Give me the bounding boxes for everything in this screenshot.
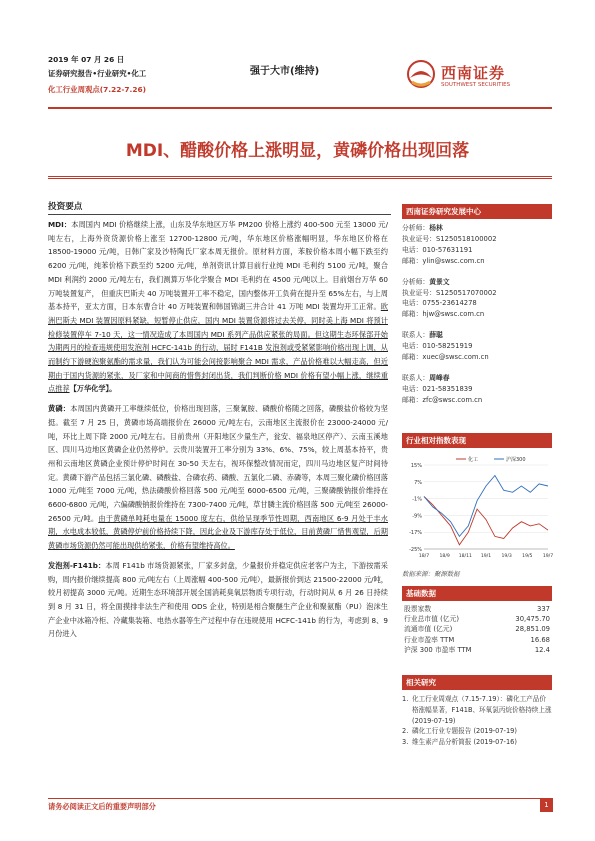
analyst-cert: 执业证号：S1250517070002 <box>402 288 497 297</box>
x-tick-label: 19/7 <box>542 554 554 559</box>
contact-mail[interactable]: 邮箱：xuec@swsc.com.cn <box>402 353 489 362</box>
phos-text: 本周国内黄磷开工率继续低位，价格出现回落，三聚氰胺、磷酸价格随之回落，磷酸盐价格较为坚挺。截至 7 月 25 日，黄磷市场高端报价在 26000 元/吨左右，云南地区主流报价在 23000-24000 元/吨，环比上周下降 2000 元/吨左右。目前贵州（开阳地区少量生产，瓮安、福泉地区停产）、云南玉溪地区、四川马边地区黄磷企业仍然停炉。云贵川装置开工率分别为 33%、6%、75%，较上周基本持平，贵州和云南地区黄磷企业预计停炉时间在 30-50 天左右，视环保整改情况而定，四川马边地区复产时间待定。黄磷下游产品包括三氯化磷、磷酸盐、合磷农药、磷酸、五氯化二磷、赤磷等，本周三聚化磷价格回落 1000 元/吨至 7000 元/吨，热法磷酸价格回落 500 元/吨至 6000-6500 元/吨，三聚磷酸钠报价维持在 6600-6800 元/吨，六偏磷酸钠报价维持在 7300-7400 元/吨，草甘膦主流价格回落 500 元/吨至 26000-26500 元/吨。 <box>48 404 388 523</box>
title-divider <box>48 176 552 177</box>
research-center-header: 西南证券研究发展中心 <box>402 204 552 219</box>
report-type: 证券研究报告•行业研究•化工 <box>48 69 147 78</box>
mdi-recommend: 【万华化学】。 <box>69 384 117 394</box>
index-chart <box>402 453 552 575</box>
x-tick-label: 19/5 <box>522 554 533 559</box>
research-item[interactable]: 1. 化工行业周观点（7.15-7.19）：磷化工产品价格涨幅显著，F141B、环氧氯丙烷价格持续上涨 (2019-07-19) <box>402 695 552 725</box>
legend-label: 化工 <box>468 457 479 463</box>
series-line-1 <box>424 476 548 537</box>
analyst-name: 杨林 <box>429 224 443 232</box>
analyst-name: 黄景文 <box>429 277 450 286</box>
phos-paragraph <box>48 402 388 553</box>
section-heading: 投资要点 <box>48 202 83 212</box>
rating: 强于大市(维持) <box>250 66 320 77</box>
table-row: 流通市值 (亿元) 28,851.09 <box>404 625 550 634</box>
phos-lead: 黄磷： <box>48 404 71 414</box>
research-header: 相关研究 <box>402 675 552 690</box>
x-tick-label: 18/7 <box>418 554 430 559</box>
data-panel <box>402 586 552 655</box>
table-row: 股票家数 337 <box>404 605 550 613</box>
mdi-paragraph <box>48 218 388 396</box>
x-tick-label: 18/9 <box>439 554 450 559</box>
report-date: 2019 年 07 月 26 日 <box>48 55 125 64</box>
contact-tel: 电话：021-58351839 <box>402 384 473 393</box>
research-panel <box>402 675 552 748</box>
y-tick-label: -1% <box>412 496 422 503</box>
f141b-lead: 发泡剂-F141b： <box>48 560 106 570</box>
analyst-cert: 执业证号：S1250518100002 <box>402 234 497 243</box>
series-line-0 <box>424 497 548 545</box>
analyst-1: 分析师：杨林 执业证号：S1250518100002 电话：010-57631191 邮箱：ylin@swsc.com.cn <box>402 223 552 267</box>
mdi-text: 本周国内 MDI 价格继续上涨，山东及华东地区万华 PM200 价格上涨约 400-500 元至 13000 元/吨左右，上海外资货源价格上涨至 12700-12800 元/吨，华东地区价格涨幅明显，华东地区价格在 18500-19000 元/吨，日韩广家及沙特陶氏厂家本周无报价。原材料方面，苯胺价格本周小幅下跌至约 6200 元/吨，纯苯价格下跌至约 5200 元/吨，单剂资讯计算目前行业纯 MDI 毛利约 5100 元/吨，聚合 MDI 利润约 2000 元/吨左右，我们测算万华化学聚合 MDI 毛利约在 4500 元/吨以上。目前烟台万华 60 万吨装置复产， 但重庆巴斯夫 40 万吨装置开工率不稳定，国内整体开工负荷在提升至 65%左右，与上周基本持平，亚太方面，日本东曹合计 40 万吨装置和韩国锦湖三井合计 41 万吨 MDI 装置均开工正常。 <box>48 220 388 312</box>
basic-data-table <box>402 604 552 655</box>
analyst-panel <box>402 204 552 406</box>
contact-1: 联系人：薛聪 电话：010-58251919 邮箱：xuec@swsc.com.cn <box>402 330 552 363</box>
weekly-title: 化工行业周观点(7.22-7.26) <box>48 85 147 94</box>
y-tick-label: -17% <box>409 530 422 537</box>
page-number: 1 <box>540 798 553 812</box>
contact-2: 联系人：周峰春 电话：021-58351839 邮箱：zfc@swsc.com.cn <box>402 373 552 406</box>
contact-mail[interactable]: 邮箱：zfc@swsc.com.cn <box>402 395 483 404</box>
x-tick-label: 19/1 <box>480 554 492 559</box>
title-divider-2 <box>48 178 552 179</box>
f141b-paragraph <box>48 559 388 641</box>
analyst-tel: 电话：010-57631191 <box>402 245 473 254</box>
chart-panel <box>402 433 552 448</box>
section-divider <box>48 214 391 215</box>
chart-header: 行业相对指数表现 <box>402 433 552 448</box>
analyst-mail[interactable]: 邮箱：hjw@swsc.com.cn <box>402 310 485 319</box>
table-row: 沪深 300 市盈率 TTM 12.4 <box>404 645 550 654</box>
y-tick-label: -25% <box>409 547 422 553</box>
main-body <box>48 218 388 647</box>
mdi-underlined: 欧洲巴斯夫 MDI 装置因原料紧缺，短暂停止供应，国内 MDI 装置货源将过去关停，同时美上海 MDI 将预计检修装置停车 7-10 天，这一情况造成了本周国内 MDI 系列产品供应紧张的局面。但这期生态环保部开始为期两月的检查违规使用发泡剂 HCFC-141b 的行动，届时 F141B 发泡剂或受紧紧影响价格出现上调，从而制约下游硬泡聚氨酯的需求量，我们认为可能会间接影响聚合 MDI 需求，产品价格难以大幅走高，但近期由于国内货源的紧张，及厂家和中间商的惜售封闭出货，我们判断价格 MDI 价格有望小幅上涨，继续重点推荐 <box>48 302 388 394</box>
disclaimer-link[interactable]: 请务必阅读正文后的重要声明部分 <box>48 802 156 811</box>
x-tick-label: 19/3 <box>501 554 512 559</box>
footer-divider <box>48 798 552 799</box>
header-divider <box>48 107 552 109</box>
company-logo <box>405 58 555 98</box>
logo-en: SOUTHWEST SECURITIES <box>441 82 511 88</box>
research-item[interactable]: 2. 磷化工行业专题报告 (2019-07-19) <box>402 727 517 736</box>
chart-source: 数据来源：聚源数据 <box>402 570 460 578</box>
analyst-2: 分析师：黄景文 执业证号：S1250517070002 电话：0755-23614278 邮箱：hjw@swsc.com.cn <box>402 277 552 321</box>
table-row: 行业市盈率 TTM 16.68 <box>404 635 550 644</box>
analyst-tel: 电话：0755-23614278 <box>402 299 477 308</box>
y-tick-label: 15% <box>410 463 422 469</box>
page-title: MDI、醋酸价格上涨明显，黄磷价格出现回落 <box>125 141 470 161</box>
research-list <box>402 690 552 748</box>
contact-name: 周峰春 <box>429 373 450 382</box>
research-item[interactable]: 3. 维生素产品分析简报 (2019-07-16) <box>402 738 517 747</box>
contact-name: 薛聪 <box>429 331 443 340</box>
f141b-text: 本周 F141b 市场货源紧张，厂家多封盘，少量报价并稳定供应老客户为主，下游按需采购，周内报价继续提高 800 元/吨左右（上周涨幅 400-500 元/吨），最新报价到达 21500-22000 元/吨，较月初提高 3000 元/吨。近期生态环境部开展全国消耗臭氧层物质专项行动，行动时间从 6 月 26 日持续到 8 月 31 日，将全面摸排非法生产和使用 ODS 企业，特别是相合聚醚生产企业和聚氨酯（PU）泡沫生产企业中冰箱冷柜、冷藏集装箱、电热水器等生产过程中存在违规使用 HCFC-141b 的行为，考虑到 8、9 月份进入 <box>48 560 388 639</box>
table-row: 行业总市值 (亿元) 30,475.70 <box>404 615 550 624</box>
contact-tel: 电话：010-58251919 <box>402 342 473 351</box>
x-tick-label: 18/11 <box>458 554 472 559</box>
analyst-mail[interactable]: 邮箱：ylin@swsc.com.cn <box>402 256 485 265</box>
y-tick-label: -9% <box>412 513 422 520</box>
analyst-list <box>402 219 552 406</box>
index-chart-svg <box>402 453 552 568</box>
data-header: 基础数据 <box>402 586 552 601</box>
phos-underlined: 由于黄磷单吨耗电量在 15000 度左右，供给呈现季节性周期，西南地区 6-9 月处于丰水期，水电成本较低，黄磷停炉前价格持续下降，因此企业及下游库存处于低位，目前黄磷厂惜售观望，后期黄磷市场货源仍然可能出现供给紧张，价格有望维持高位。 <box>48 513 388 551</box>
legend-label: 沪深300 <box>506 457 526 463</box>
mdi-lead: MDI： <box>48 220 72 229</box>
logo-cn: 西南证券 <box>441 64 506 82</box>
y-tick-label: 7% <box>414 479 422 486</box>
